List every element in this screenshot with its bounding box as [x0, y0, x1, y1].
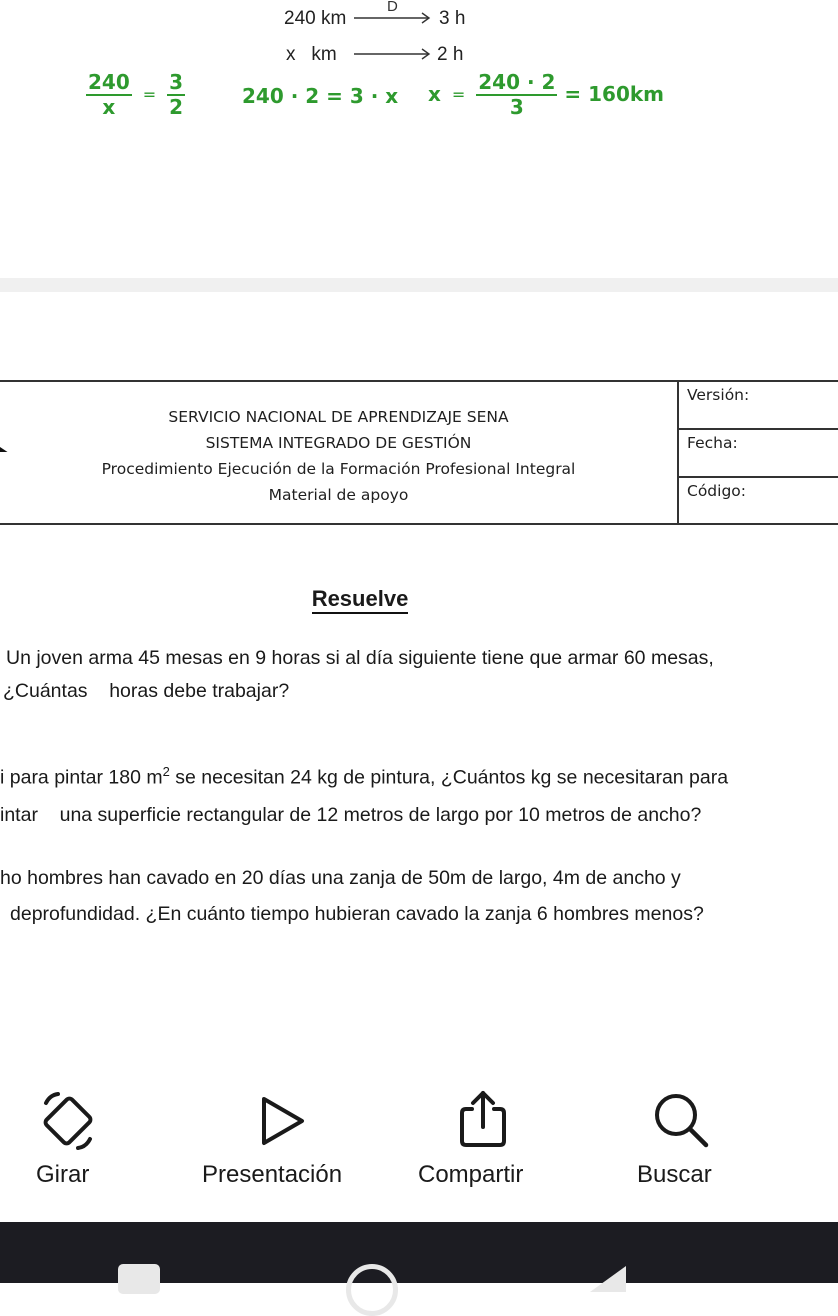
- header-procedure: Procedimiento Ejecución de la Formación Profesional Integral: [101, 460, 576, 478]
- row2-arrow: [352, 45, 432, 63]
- presentation-label: Presentación: [202, 1161, 343, 1188]
- home-nav-button[interactable]: [346, 1264, 398, 1316]
- problem-1-line-2: ¿Cuántas horas debe trabajar?: [3, 680, 290, 702]
- share-button[interactable]: [410, 1085, 550, 1195]
- rotate-button[interactable]: [20, 1085, 120, 1195]
- equation-1: $\frac{240}{x}$ = $\frac{3}{2}$: [88, 70, 184, 119]
- recents-nav-button[interactable]: [118, 1264, 160, 1294]
- header-date-label: Fecha:: [687, 434, 738, 452]
- row2-right: 2 h: [437, 44, 464, 65]
- superscript-2: 2: [162, 764, 170, 779]
- presentation-button[interactable]: [196, 1085, 372, 1195]
- search-button[interactable]: [626, 1085, 736, 1195]
- header-code-label: Código:: [687, 482, 746, 500]
- problem-2-line-2: intar una superficie rectangular de 12 metros de largo por 10 metros de ancho?: [0, 804, 702, 826]
- back-nav-button[interactable]: [586, 1262, 630, 1292]
- row2-left: x km: [286, 44, 337, 65]
- header-row-line-2: [679, 476, 838, 478]
- play-icon: [256, 1093, 310, 1149]
- search-icon: [652, 1091, 710, 1149]
- problem-2-line-1: i para pintar 180 $m^2$ se necesitan 24 kg de pintura, ¿Cuántos kg se necesitaran para: [0, 764, 729, 789]
- system-navigation-bar: [0, 1222, 838, 1283]
- exercise-title: Resuelve: [0, 586, 720, 612]
- share-label: Compartir: [418, 1161, 524, 1188]
- header-system: SISTEMA INTEGRADO DE GESTIÓN: [205, 434, 472, 452]
- equation-2: 240 · 2 = 3 · x: [242, 84, 399, 108]
- header-version-label: Versión:: [687, 386, 750, 404]
- rotate-label: Girar: [36, 1161, 90, 1188]
- proportion-row-1: [0, 0, 838, 70]
- share-icon: [456, 1087, 510, 1151]
- problem-1-line-1: Un joven arma 45 mesas en 9 horas si al día siguiente tiene que armar 60 mesas,: [6, 647, 714, 669]
- header-center-block: [0, 404, 677, 508]
- row1-arrow-label: D: [387, 0, 398, 15]
- header-material: Material de apoyo: [268, 486, 409, 504]
- row1-arrow: [352, 9, 432, 27]
- header-row-line-1: [679, 428, 838, 430]
- row1-left: 240 km: [284, 8, 347, 29]
- search-label: Buscar: [637, 1161, 712, 1188]
- page-separator: [0, 278, 838, 292]
- rotate-icon: [36, 1089, 100, 1153]
- problem-3-line-2: deprofundidad. ¿En cuánto tiempo hubieran cavado la zanja 6 hombres menos?: [10, 903, 704, 925]
- problem-3-line-1: ho hombres han cavado en 20 días una zanja de 50m de largo, 4m de ancho y: [0, 867, 681, 889]
- header-org: SERVICIO NACIONAL DE APRENDIZAJE SENA: [168, 408, 509, 426]
- equation-3: x = $\frac{240 \cdot 2}{3}$ = 160km: [428, 70, 665, 119]
- row1-right: 3 h: [439, 8, 466, 29]
